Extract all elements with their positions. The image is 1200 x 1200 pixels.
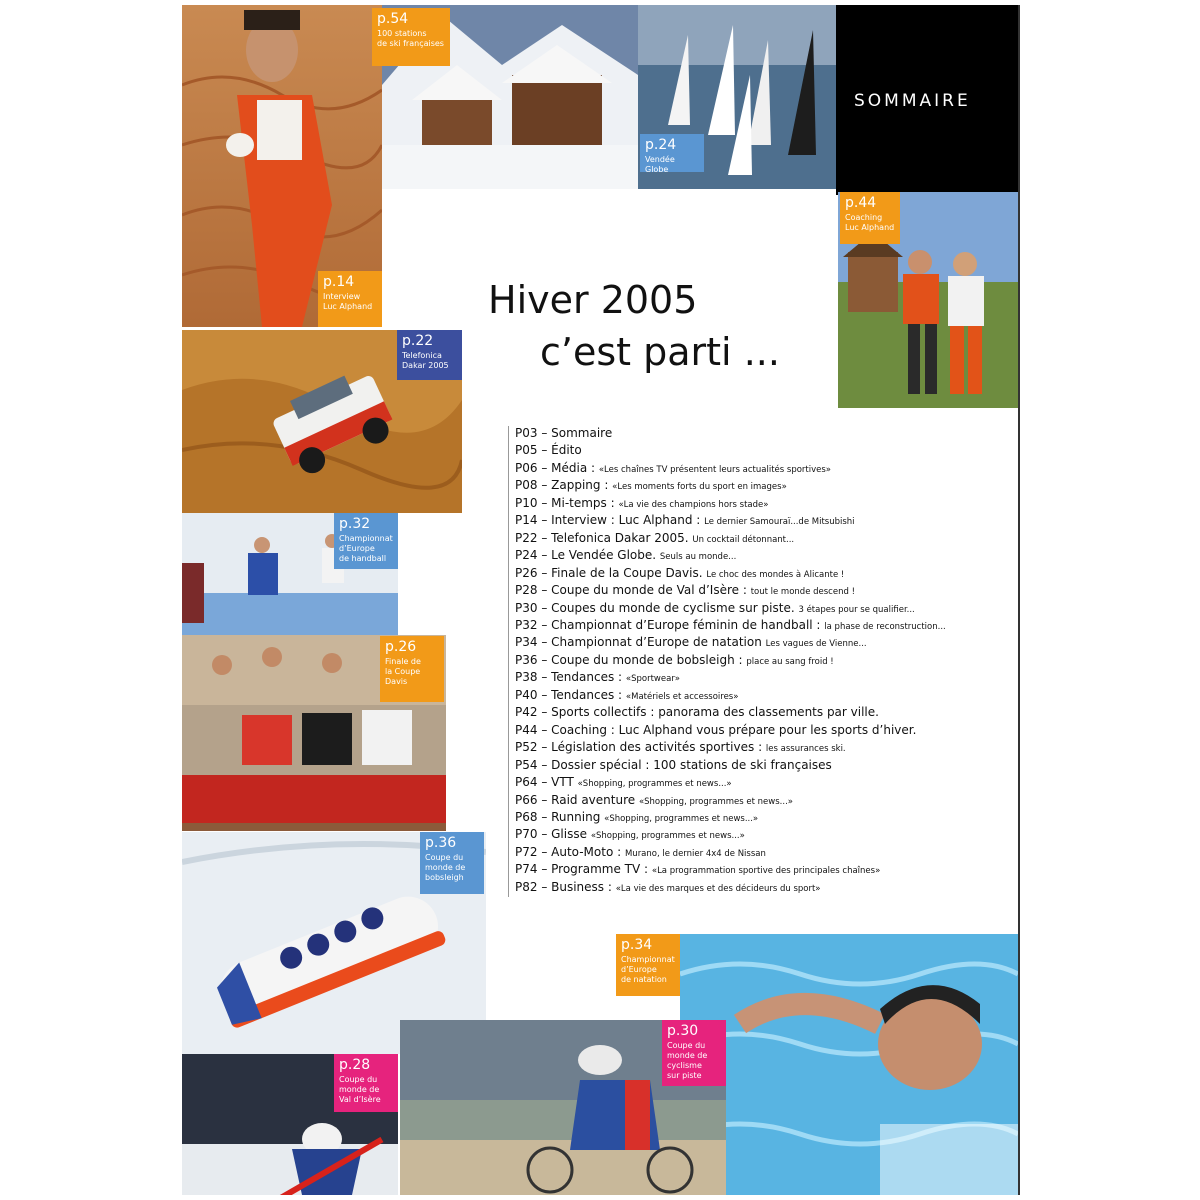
tag-page-number: p.54 [377, 11, 409, 27]
tag-description: 100 stations de ski françaises [377, 29, 444, 48]
toc-entry[interactable] [515, 635, 1015, 652]
toc-entry[interactable] [515, 513, 1015, 530]
tag-p36[interactable] [420, 832, 484, 894]
sommaire-header [836, 5, 1018, 195]
toc-entry-title: P05 – Édito [515, 443, 582, 458]
toc-entry-title: P14 – Interview : Luc Alphand : [515, 513, 705, 528]
toc-entry-title: P32 – Championnat d’Europe féminin de handball : [515, 617, 825, 632]
toc-entry-description: «La programmation sportive des principales chaînes» [651, 866, 881, 877]
toc-entry[interactable] [515, 810, 1015, 827]
tag-description: Championnat d’Europe de handball [339, 534, 393, 563]
toc-entry-title: P44 – Coaching : Luc Alphand vous prépare pour les sports d’hiver. [515, 722, 917, 737]
toc-entry-title: P40 – Tendances : [515, 687, 626, 702]
toc-entry[interactable] [515, 548, 1015, 565]
toc-entry-description: «La vie des marques et des décideurs du sport» [615, 883, 821, 894]
toc-entry-description: Le choc des mondes à Alicante ! [706, 569, 845, 580]
tag-page-number: p.32 [339, 516, 371, 532]
tag-p24[interactable] [640, 134, 704, 172]
toc-entry[interactable] [515, 496, 1015, 513]
toc-entry[interactable] [515, 827, 1015, 844]
tag-page-number: p.26 [385, 639, 417, 655]
toc-entry[interactable] [515, 426, 1015, 443]
toc-entry-description: place au sang froid ! [746, 656, 834, 667]
toc-entry-description: Seuls au monde... [659, 552, 737, 563]
title-line-2: c’est parti ... [540, 330, 780, 374]
tag-description: Coupe du monde de bobsleigh [425, 853, 466, 882]
toc-entry-title: P66 – Raid aventure [515, 792, 639, 807]
toc-entry[interactable] [515, 670, 1015, 687]
toc-entry-title: P28 – Coupe du monde de Val d’Isère : [515, 583, 751, 598]
toc-entry[interactable] [515, 461, 1015, 478]
toc-entry[interactable] [515, 688, 1015, 705]
table-of-contents [508, 426, 1015, 897]
toc-entry-title: P54 – Dossier spécial : 100 stations de ski françaises [515, 757, 832, 772]
toc-entry-title: P52 – Législation des activités sportives : [515, 740, 766, 755]
toc-entry[interactable] [515, 443, 1015, 460]
toc-entry[interactable] [515, 758, 1015, 775]
toc-entry-description: «Les chaînes TV présentent leurs actualités sportives» [598, 464, 831, 475]
toc-entry-title: P68 – Running [515, 809, 605, 824]
toc-entry-description: «Shopping, programmes et news...» [577, 779, 732, 790]
toc-entry-description: «Les moments forts du sport en images» [612, 482, 787, 493]
toc-entry-title: P26 – Finale de la Coupe Davis. [515, 565, 707, 580]
toc-entry[interactable] [515, 566, 1015, 583]
toc-entry[interactable] [515, 880, 1015, 897]
toc-entry-title: P38 – Tendances : [515, 670, 626, 685]
toc-entry-description: Un cocktail détonnant... [692, 534, 795, 545]
toc-entry[interactable] [515, 478, 1015, 495]
toc-entry-title: P10 – Mi-temps : [515, 495, 619, 510]
toc-entry-description: Le dernier Samouraï...de Mitsubishi [704, 517, 855, 528]
toc-entry-title: P64 – VTT [515, 775, 578, 790]
toc-entry-title: P03 – Sommaire [515, 426, 613, 440]
toc-entry-title: P72 – Auto-Moto : [515, 844, 625, 859]
toc-entry-title: P36 – Coupe du monde de bobsleigh : [515, 652, 747, 667]
tag-description: Telefonica Dakar 2005 [402, 351, 449, 370]
tag-description: Coupe du monde de cyclisme sur piste [667, 1041, 708, 1080]
tag-description: Coaching Luc Alphand [845, 213, 895, 232]
tag-page-number: p.36 [425, 835, 457, 851]
toc-entry[interactable] [515, 740, 1015, 757]
toc-entry[interactable] [515, 601, 1015, 618]
tag-description: Finale de la Coupe Davis [385, 657, 421, 686]
tag-page-number: p.22 [402, 333, 434, 349]
tag-p54[interactable] [372, 8, 450, 66]
toc-entry-title: P24 – Le Vendée Globe. [515, 548, 660, 563]
tag-description: Vendée Globe [645, 155, 675, 174]
toc-entry-description: «Sportwear» [625, 674, 681, 685]
tag-p26[interactable] [380, 636, 444, 702]
toc-entry[interactable] [515, 705, 1015, 722]
toc-entry[interactable] [515, 618, 1015, 635]
toc-entry-description: 3 étapes pour se qualifier... [798, 604, 915, 615]
tag-p34[interactable] [616, 934, 680, 996]
tag-p14[interactable] [318, 271, 382, 327]
title-line-1: Hiver 2005 [488, 278, 698, 322]
toc-entry-description: Murano, le dernier 4x4 de Nissan [624, 848, 766, 859]
tag-p32[interactable] [334, 513, 398, 569]
tag-p28[interactable] [334, 1054, 398, 1112]
toc-entry-description: tout le monde descend ! [750, 587, 855, 598]
photo-natation [680, 934, 1018, 1195]
toc-entry-description: «Shopping, programmes et news...» [590, 831, 745, 842]
toc-entry[interactable] [515, 793, 1015, 810]
tag-p44[interactable] [840, 192, 900, 244]
toc-entry-title: P82 – Business : [515, 879, 616, 894]
toc-entry-title: P70 – Glisse [515, 827, 591, 842]
tag-description: Championnat d’Europe de natation [621, 955, 675, 984]
toc-entry-description: «Shopping, programmes et news...» [638, 796, 793, 807]
toc-entry-description: «La vie des champions hors stade» [618, 499, 769, 510]
page-title [488, 274, 780, 378]
toc-entry-description: la phase de reconstruction... [824, 621, 946, 632]
toc-entry-title: P08 – Zapping : [515, 478, 613, 493]
toc-entry-title: P34 – Championnat d’Europe de natation [515, 635, 766, 650]
toc-entry-title: P22 – Telefonica Dakar 2005. [515, 530, 693, 545]
tag-page-number: p.30 [667, 1023, 699, 1039]
toc-entry-description: «Matériels et accessoires» [625, 691, 739, 702]
toc-entry[interactable] [515, 653, 1015, 670]
tag-page-number: p.24 [645, 137, 677, 153]
toc-entry-title: P74 – Programme TV : [515, 862, 652, 877]
tag-page-number: p.34 [621, 937, 653, 953]
tag-page-number: p.14 [323, 274, 355, 290]
toc-entry-title: P42 – Sports collectifs : panorama des classements par ville. [515, 705, 879, 720]
tag-p22[interactable] [397, 330, 462, 380]
sommaire-label: SOMMAIRE [854, 91, 971, 111]
toc-entry[interactable] [515, 723, 1015, 740]
toc-entry-title: P30 – Coupes du monde de cyclisme sur piste. [515, 600, 799, 615]
toc-entry-description: Les vagues de Vienne... [765, 639, 867, 650]
tag-p30[interactable] [662, 1020, 726, 1086]
tag-description: Coupe du monde de Val d’Isère [339, 1075, 381, 1104]
toc-entry[interactable] [515, 845, 1015, 862]
toc-entry[interactable] [515, 862, 1015, 879]
toc-entry-description: «Shopping, programmes et news...» [604, 813, 759, 824]
tag-page-number: p.28 [339, 1057, 371, 1073]
toc-entry[interactable] [515, 583, 1015, 600]
tag-description: Interview Luc Alphand [323, 292, 373, 311]
toc-entry[interactable] [515, 775, 1015, 792]
tag-page-number: p.44 [845, 195, 877, 211]
toc-entry[interactable] [515, 531, 1015, 548]
toc-entry-title: P06 – Média : [515, 460, 599, 475]
toc-entry-description: les assurances ski. [765, 744, 846, 755]
